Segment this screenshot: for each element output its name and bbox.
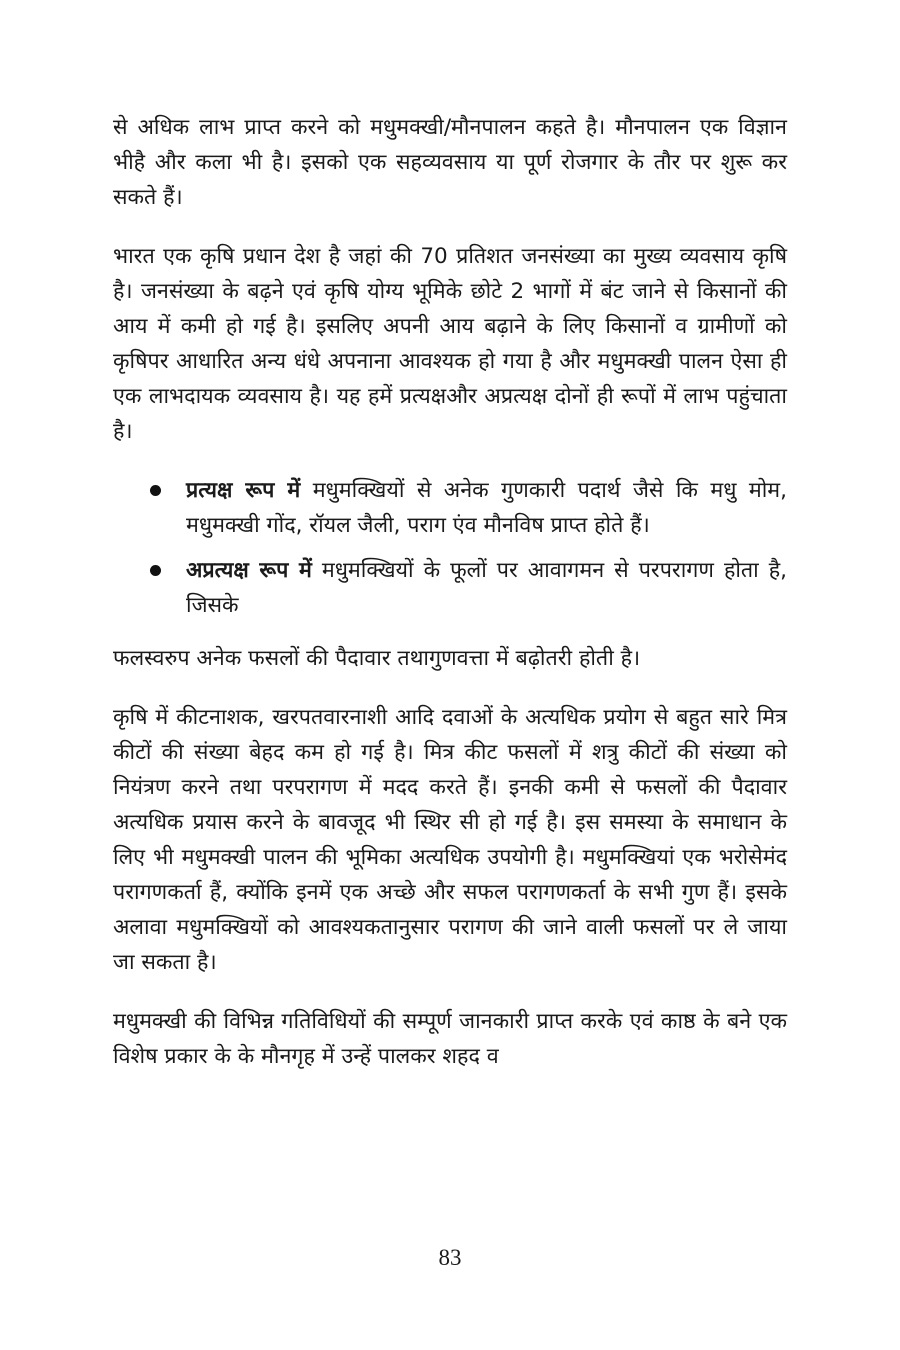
bullet-text-indirect: मधुमक्खियों के फूलों पर आवागमन से परपरागण होता है, जिसके: [186, 558, 787, 618]
paragraph-india-agriculture: भारत एक कृषि प्रधान देश है जहां की 70 प्रतिशत जनसंख्या का मुख्य व्यवसाय कृषि है। जनसंख्या के बढ़ने एवं कृषि योग्य भूमिके छोटे 2 भागों में बंट जाने से किसानों की आय में कमी हो गई है। इसलिए अपनी आय बढ़ाने के लिए किसानों व ग्रामीणों को कृषिपर आधारित अन्य धंधे अपनाना आवश्यक हो गया है और मधुमक्खी पालन ऐसा ही एक लाभदायक व्यवसाय है। यह हमें प्रत्यक्षऔर अप्रत्यक्ष दोनों ही रूपों में लाभ पहुंचाता है।: [113, 244, 787, 444]
bullet-term-indirect: अप्रत्यक्ष रूप में: [186, 558, 312, 583]
bullet-term-direct: प्रत्यक्ष रूप में: [186, 478, 301, 503]
paragraph-bee-activities: मधुमक्खी की विभिन्न गतिविधियों की सम्पूर्ण जानकारी प्राप्त करके एवं काष्ठ के बने एक विशेष प्रकार के के मौनगृह में उन्हें पालकर शहद व: [113, 1009, 787, 1069]
bullet-icon: [150, 485, 161, 496]
list-item-indirect-benefit: [186, 553, 787, 623]
paragraph-crop-yield: फलस्वरुप अनेक फसलों की पैदावार तथागुणवत्ता में बढ़ोतरी होती है।: [113, 646, 641, 671]
paragraph-beekeeping-definition: से अधिक लाभ प्राप्त करने को मधुमक्खी/मौनपालन कहते है। मौनपालन एक विज्ञान भीहै और कला भी है। इसको एक सहव्यवसाय या पूर्ण रोजगार के तौर पर शुरू कर सकते हैं।: [113, 115, 787, 210]
bullet-text-direct: मधुमक्खियों से अनेक गुणकारी पदार्थ जैसे कि मधु मोम, मधुमक्खी गोंद, रॉयल जैली, पराग एंव मौनविष प्राप्त होते हैं।: [186, 478, 787, 538]
paragraph-pesticides-pollination: कृषि में कीटनाशक, खरपतवारनाशी आदि दवाओं के अत्यधिक प्रयोग से बहुत सारे मित्र कीटों की संख्या बेहद कम हो गई है। मित्र कीट फसलों में शत्रु कीटों की संख्या को नियंत्रण करने तथा परपरागण में मदद करते हैं। इनकी कमी से फसलों की पैदावार अत्यधिक प्रयास करने के बावजूद भी स्थिर सी हो गई है। इस समस्या के समाधान के लिए भी मधुमक्खी पालन की भूमिका अत्यधिक उपयोगी है। मधुमक्खियां एक भरोसेमंद परागणकर्ता हैं, क्योंकि इनमें एक अच्छे और सफल परागणकर्ता के सभी गुण हैं। इसके अलावा मधुमक्खियों को आवश्यकतानुसार परागण की जाने वाली फसलों पर ले जाया जा सकता है।: [113, 705, 787, 975]
page-number: 83: [438, 1245, 462, 1270]
list-item-direct-benefit: [186, 473, 787, 543]
page-content: [113, 110, 787, 1098]
bullet-icon: [150, 565, 161, 576]
benefits-list: [113, 473, 787, 623]
